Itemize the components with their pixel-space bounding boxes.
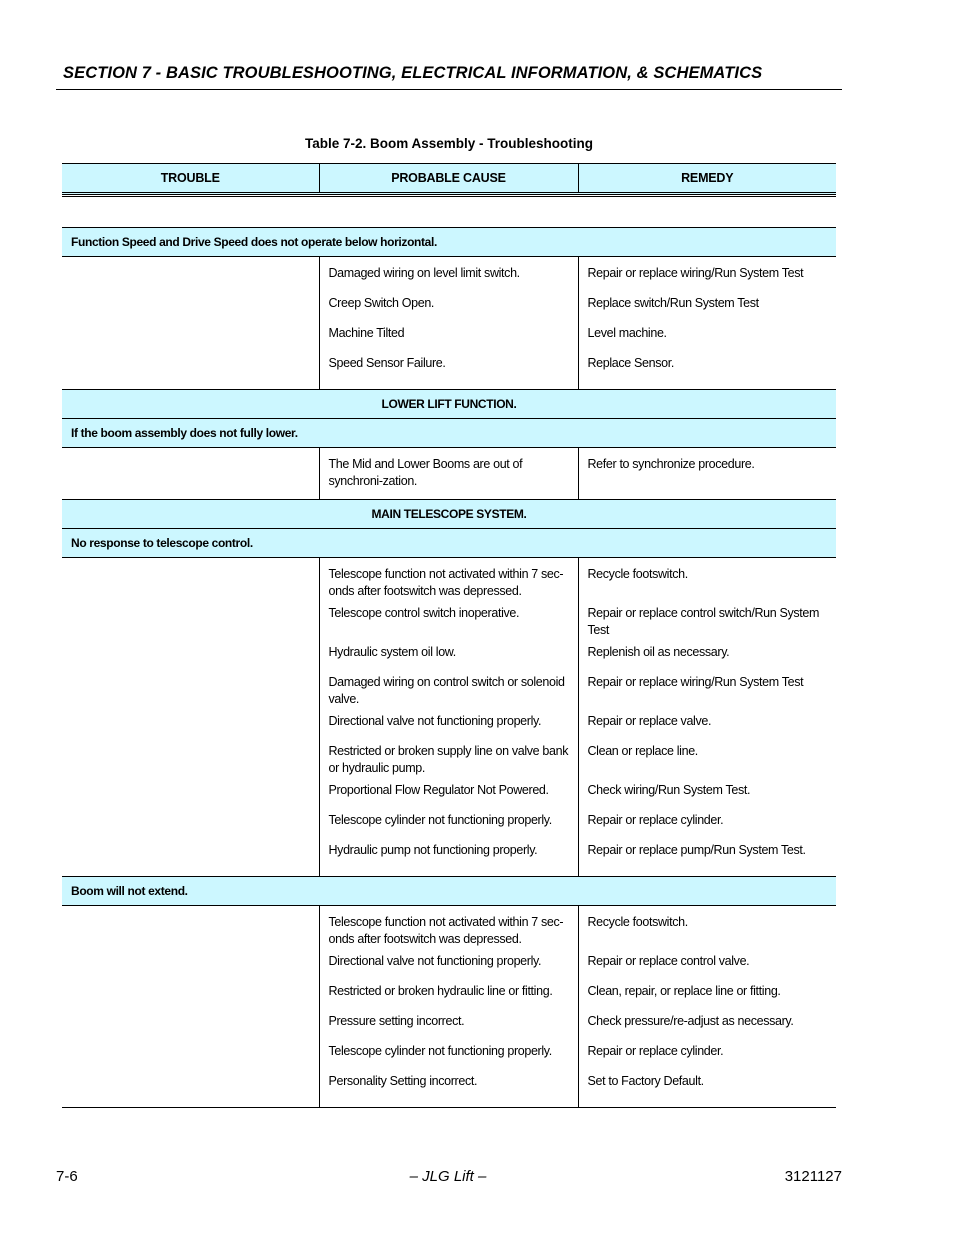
probable-cause-text: Hydraulic pump not functioning properly. (328, 843, 538, 857)
remedy-text: Recycle footswitch. (587, 915, 688, 929)
troubleshooting-table (62, 196, 836, 1108)
function-heading-row (62, 500, 836, 529)
function-heading: LOWER LIFT FUNCTION. (62, 390, 836, 419)
probable-cause-cell (319, 558, 578, 877)
probable-cause-cell (319, 448, 578, 500)
remedy-text: Check wiring/Run System Test. (587, 783, 751, 797)
trouble-label: No response to telescope control. (62, 529, 836, 558)
cause-remedy-group (62, 906, 836, 1108)
trouble-row (62, 419, 836, 448)
probable-cause-cell (319, 257, 578, 390)
remedy-text: Clean, repair, or replace line or fitting. (587, 984, 781, 998)
probable-cause-text: Speed Sensor Failure. (328, 356, 446, 370)
function-heading-row (62, 390, 836, 419)
remedy-cell (578, 906, 836, 1108)
probable-cause-text: Hydraulic system oil low. (328, 645, 456, 659)
remedy-text: Refer to synchronize procedure. (587, 457, 755, 471)
probable-cause-text: Personality Setting incorrect. (328, 1074, 478, 1088)
probable-cause-text: Directional valve not functioning properly. (328, 714, 542, 728)
section-rule (56, 89, 842, 90)
probable-cause-text: Proportional Flow Regulator Not Powered. (328, 783, 549, 797)
remedy-text: Clean or replace line. (587, 744, 698, 758)
remedy-text: Check pressure/re-adjust as necessary. (587, 1014, 794, 1028)
page-number: 7-6 (56, 1168, 78, 1185)
column-header-remedy: REMEDY (578, 164, 836, 194)
trouble-row (62, 529, 836, 558)
remedy-text: Repair or replace wiring/Run System Test (587, 266, 804, 280)
trouble-row (62, 228, 836, 257)
probable-cause-text: Damaged wiring on level limit switch. (328, 266, 520, 280)
remedy-text: Replace switch/Run System Test (587, 296, 759, 310)
remedy-text: Repair or replace cylinder. (587, 813, 724, 827)
probable-cause-text: Telescope function not activated within 7 sec-onds after footswitch was depressed. (328, 915, 564, 946)
remedy-text: Repair or replace pump/Run System Test. (587, 843, 806, 857)
column-header-probable-cause: PROBABLE CAUSE (319, 164, 578, 194)
function-heading: MAIN TELESCOPE SYSTEM. (62, 500, 836, 529)
remedy-text: Repair or replace control switch/Run System Test (587, 606, 820, 637)
remedy-text: Repair or replace cylinder. (587, 1044, 724, 1058)
table-caption: Table 7-2. Boom Assembly - Troubleshooting (304, 136, 594, 151)
probable-cause-text: Telescope cylinder not functioning properly. (328, 813, 552, 827)
remedy-text: Level machine. (587, 326, 667, 340)
table-header (62, 163, 836, 195)
cause-remedy-group (62, 257, 836, 390)
trouble-label: Function Speed and Drive Speed does not operate below horizontal. (62, 228, 836, 257)
probable-cause-text: Creep Switch Open. (328, 296, 435, 310)
probable-cause-text: Pressure setting incorrect. (328, 1014, 465, 1028)
section-title: SECTION 7 - BASIC TROUBLESHOOTING, ELECTRICAL INFORMATION, & SCHEMATICS (63, 64, 763, 82)
remedy-text: Recycle footswitch. (587, 567, 688, 581)
probable-cause-cell (319, 906, 578, 1108)
table-spacer (62, 197, 836, 228)
trouble-label: Boom will not extend. (62, 877, 836, 906)
remedy-cell (578, 448, 836, 500)
remedy-text: Repair or replace control valve. (587, 954, 750, 968)
remedy-text: Set to Factory Default. (587, 1074, 704, 1088)
probable-cause-text: Machine Tilted (328, 326, 405, 340)
probable-cause-text: Telescope cylinder not functioning properly. (328, 1044, 552, 1058)
document-number: 3121127 (784, 1168, 842, 1185)
remedy-text: Repair or replace wiring/Run System Test (587, 675, 804, 689)
remedy-text: Replace Sensor. (587, 356, 674, 370)
probable-cause-text: Restricted or broken hydraulic line or fitting. (328, 984, 553, 998)
probable-cause-text: The Mid and Lower Booms are out of synchroni-zation. (328, 457, 523, 488)
probable-cause-text: Telescope function not activated within 7 sec-onds after footswitch was depressed. (328, 567, 564, 598)
probable-cause-text: Directional valve not functioning properly. (328, 954, 542, 968)
probable-cause-text: Damaged wiring on control switch or solenoid valve. (328, 675, 565, 706)
footer-brand: – JLG Lift – (409, 1168, 487, 1185)
remedy-cell (578, 257, 836, 390)
column-header-trouble: TROUBLE (62, 164, 319, 194)
remedy-cell (578, 558, 836, 877)
probable-cause-text: Restricted or broken supply line on valve bank or hydraulic pump. (328, 744, 569, 775)
probable-cause-text: Telescope control switch inoperative. (328, 606, 520, 620)
cause-remedy-group (62, 558, 836, 877)
trouble-label: If the boom assembly does not fully lower. (62, 419, 836, 448)
remedy-text: Repair or replace valve. (587, 714, 712, 728)
trouble-row (62, 877, 836, 906)
remedy-text: Replenish oil as necessary. (587, 645, 730, 659)
cause-remedy-group (62, 448, 836, 500)
